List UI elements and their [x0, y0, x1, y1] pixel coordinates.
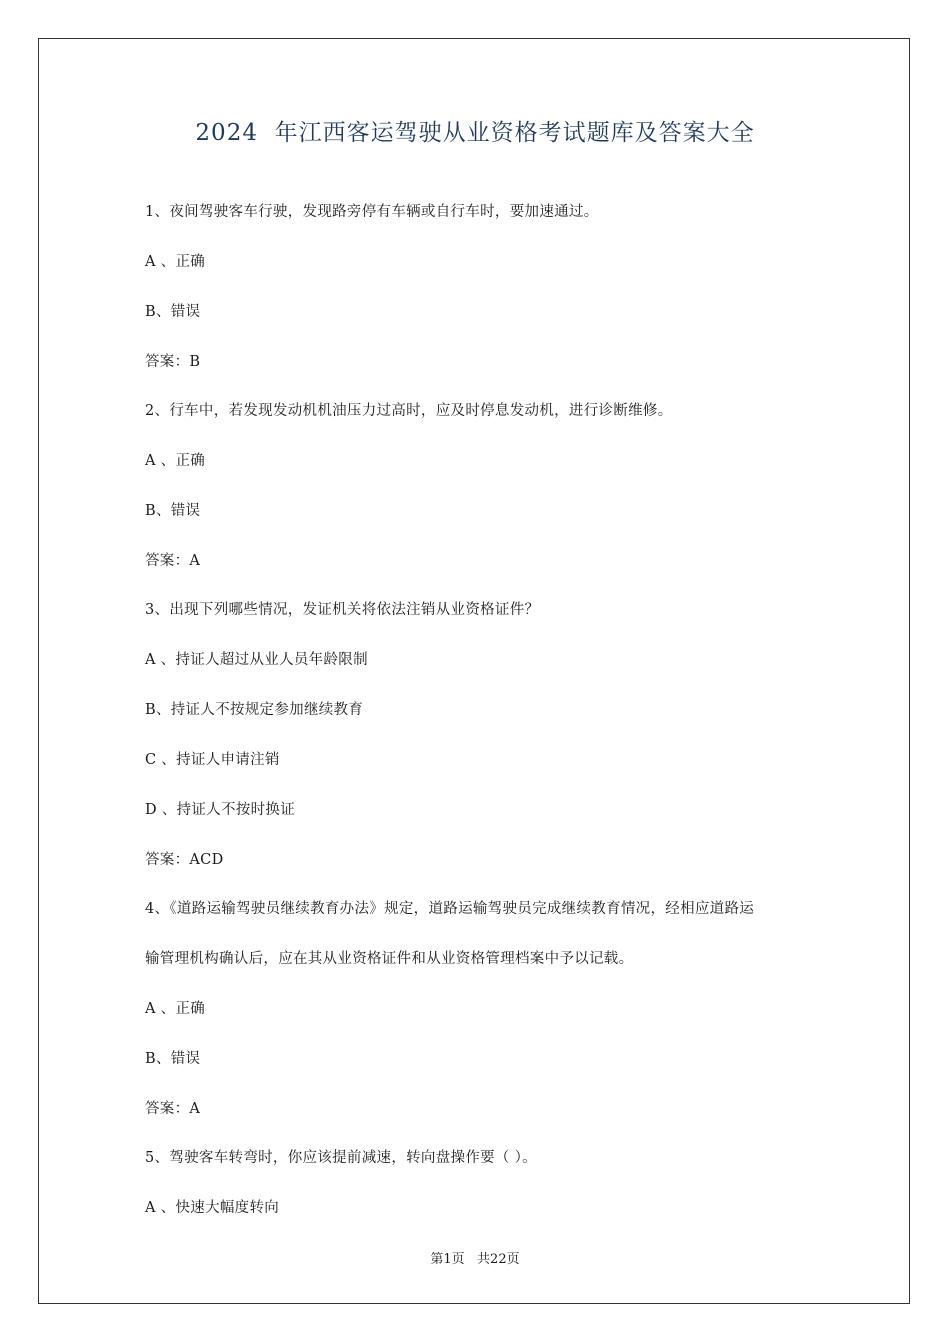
question-1-option-b: B、错误: [145, 304, 201, 320]
question-3-option-b: B、持证人不按规定参加继续教育: [145, 702, 364, 718]
question-3-text: 3、出现下列哪些情况，发证机关将依法注销从业资格证件？: [145, 602, 540, 618]
question-2-text: 2、行车中，若发现发动机机油压力过高时，应及时停息发动机，进行诊断维修。: [145, 403, 673, 419]
question-5-option-a: A 、快速大幅度转向: [145, 1200, 280, 1216]
question-5-text: 5、驾驶客车转弯时，你应该提前减速，转向盘操作要（ ）。: [145, 1150, 537, 1166]
question-3-option-c: C 、持证人申请注销: [145, 752, 280, 768]
question-3-answer: 答案：ACD: [145, 852, 224, 868]
question-3-option-d: D 、持证人不按时换证: [145, 802, 296, 818]
question-4-option-a: A 、正确: [145, 1001, 206, 1017]
question-2-option-a: A 、正确: [145, 453, 206, 469]
page-footer: 第1页 共22页: [430, 1252, 520, 1267]
question-4-text-continued: 输管理机构确认后，应在其从业资格证件和从业资格管理档案中予以记载。: [145, 951, 634, 967]
question-4-text: 4、《道路运输驾驶员继续教育办法》规定，道路运输驾驶员完成继续教育情况，经相应道路运: [145, 901, 755, 917]
document-title: 2024 年江西客运驾驶从业资格考试题库及答案大全: [195, 120, 755, 146]
question-4-answer: 答案：A: [145, 1101, 201, 1117]
question-1-answer: 答案：B: [145, 354, 201, 370]
question-1-text: 1、夜间驾驶客车行驶，发现路旁停有车辆或自行车时，要加速通过。: [145, 204, 599, 220]
question-3-option-a: A 、持证人超过从业人员年龄限制: [145, 652, 368, 668]
question-1-option-a: A 、正确: [145, 254, 206, 270]
question-2-option-b: B、错误: [145, 503, 201, 519]
question-4-option-b: B、错误: [145, 1051, 201, 1067]
question-2-answer: 答案：A: [145, 553, 201, 569]
